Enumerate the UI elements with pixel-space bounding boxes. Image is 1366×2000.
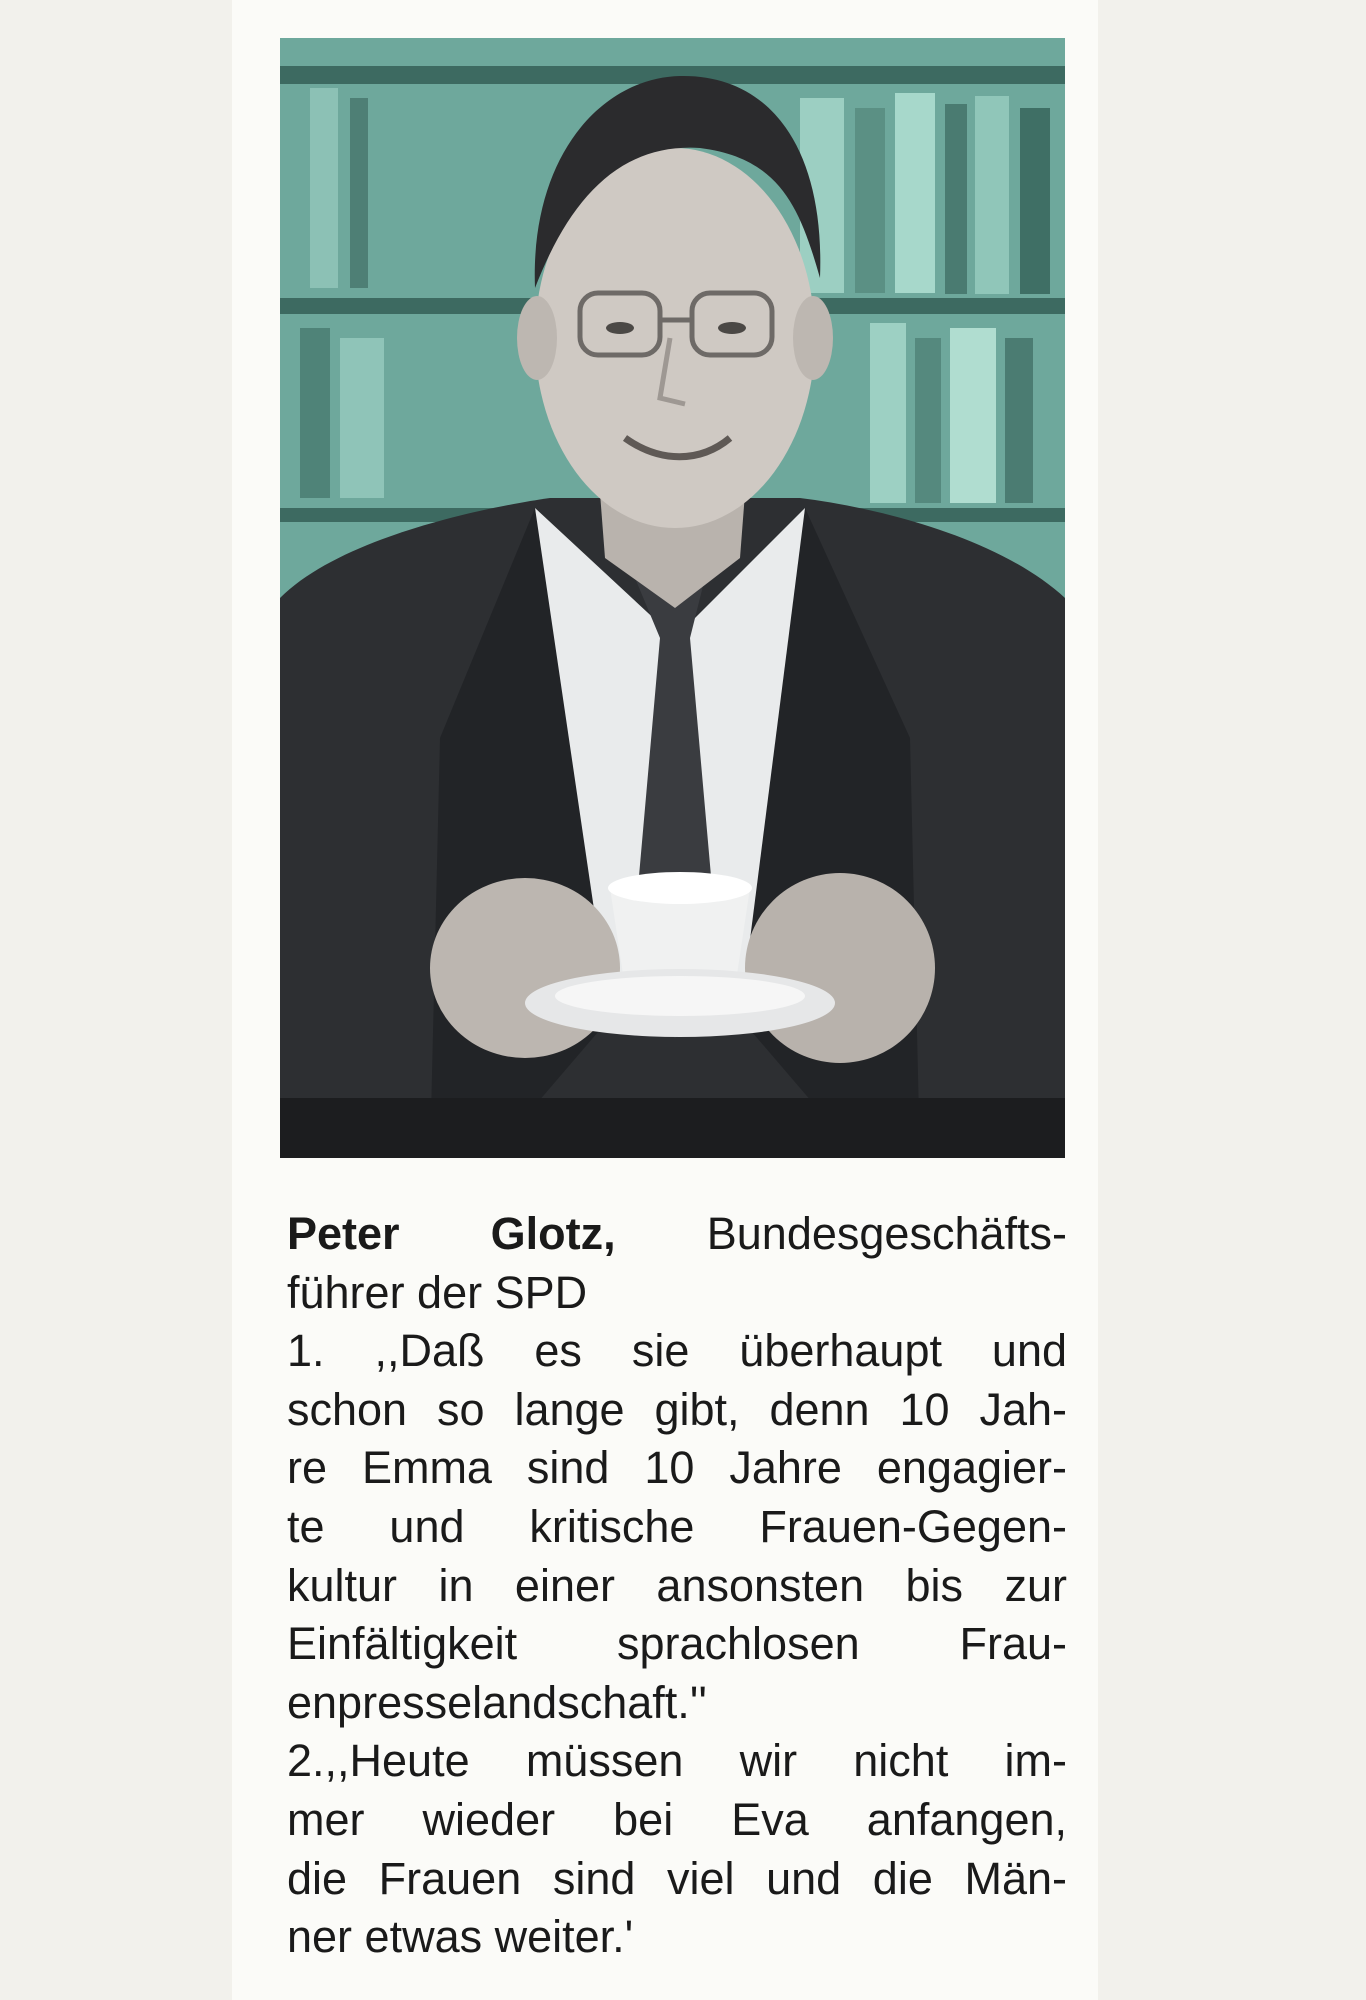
- caption-line: re Emma sind 10 Jahre engagier-: [287, 1442, 1067, 1494]
- caption-line: die Frauen sind viel und die Män-: [287, 1852, 1067, 1904]
- portrait-photo: [280, 38, 1065, 1158]
- caption: [287, 1205, 1067, 1967]
- caption-line: Einfältigkeit sprachlosen Frau-: [287, 1618, 1067, 1670]
- caption-line: 1. ,,Daß es sie überhaupt und: [287, 1325, 1067, 1377]
- caption-line: schon so lange gibt, denn 10 Jah-: [287, 1383, 1067, 1435]
- caption-line: 2.,,Heute müssen wir nicht im-: [287, 1735, 1067, 1787]
- caption-line: mer wieder bei Eva anfangen,: [287, 1793, 1067, 1845]
- caption-line-1: [287, 1205, 1067, 1264]
- caption-title-part: Bundesgeschäfts-: [706, 1208, 1067, 1259]
- caption-line: führer der SPD: [287, 1266, 588, 1318]
- person-name: Peter Glotz,: [287, 1208, 616, 1259]
- portrait-illustration: [280, 38, 1065, 1158]
- caption-line: kultur in einer ansonsten bis zur: [287, 1559, 1067, 1611]
- caption-line: te und kritische Frauen-Gegen-: [287, 1500, 1067, 1552]
- caption-line: ner etwas weiter.': [287, 1911, 634, 1963]
- caption-line: enpresselandschaft.'': [287, 1676, 707, 1728]
